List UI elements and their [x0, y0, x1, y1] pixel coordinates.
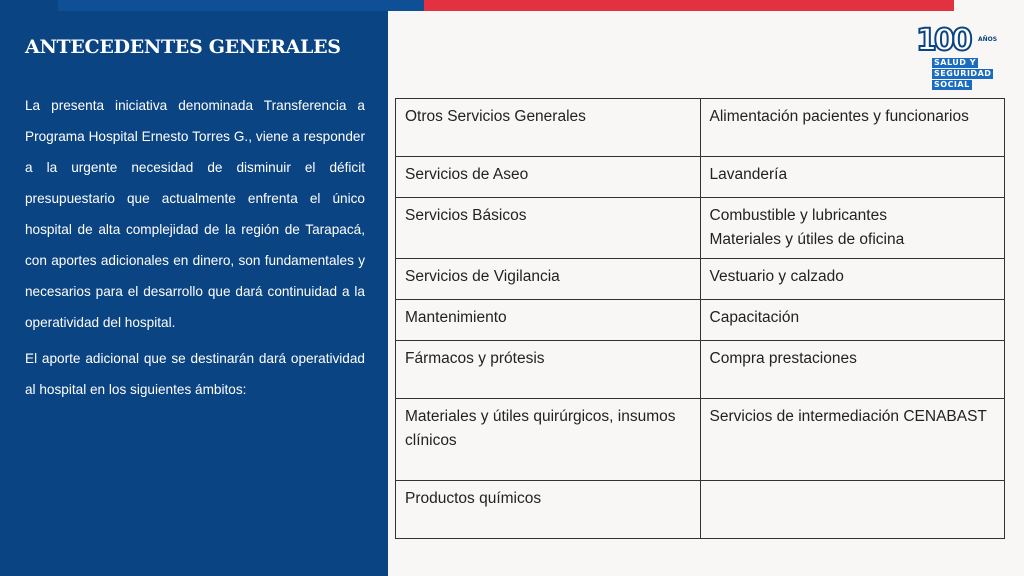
scope-paragraph: El aporte adicional que se destinarán dará operatividad al hospital en los siguientes ámbitos:	[25, 351, 365, 397]
page-title: ANTECEDENTES GENERALES	[25, 36, 341, 58]
table-row	[396, 399, 1005, 481]
table-cell: Capacitación	[700, 300, 1005, 341]
table-cell: Servicios de intermediación CENABAST	[700, 399, 1005, 481]
intro-text	[25, 90, 365, 405]
table-cell: Lavandería	[700, 157, 1005, 198]
logo-100-anos: 100 AÑOS SALUD Y SEGURIDAD SOCIAL	[916, 23, 998, 89]
table-cell: Materiales y útiles quirúrgicos, insumos clínicos	[396, 399, 701, 481]
services-table	[395, 98, 1005, 539]
table-row	[396, 99, 1005, 157]
table-row	[396, 157, 1005, 198]
table-cell: Otros Servicios Generales	[396, 99, 701, 157]
table-cell: Servicios de Vigilancia	[396, 259, 701, 300]
table-row	[396, 198, 1005, 259]
top-bar-red	[424, 0, 954, 11]
table-cell: Fármacos y prótesis	[396, 341, 701, 399]
table-cell: Combustible y lubricantes Materiales y útiles de oficina	[700, 198, 1005, 259]
table-cell: Productos químicos	[396, 481, 701, 539]
table-cell: Compra prestaciones	[700, 341, 1005, 399]
table-cell: Alimentación pacientes y funcionarios	[700, 99, 1005, 157]
intro-paragraph: La presenta iniciativa denominada Transferencia a Programa Hospital Ernesto Torres G., viene a responder a la urgente necesidad de disminuir el déficit presupuestario que actualmente enfrenta el único hospital de alta complejidad de la región de Tarapacá, con aportes adicionales en dinero, son fundamentales y necesarios para el desarrollo que dará continuidad a la operatividad del hospital.	[25, 98, 365, 330]
table-cell	[700, 481, 1005, 539]
table-row	[396, 300, 1005, 341]
table-row	[396, 259, 1005, 300]
top-bar-blue	[58, 0, 424, 11]
table-cell: Servicios Básicos	[396, 198, 701, 259]
table-cell: Mantenimiento	[396, 300, 701, 341]
table-row	[396, 341, 1005, 399]
table-cell: Vestuario y calzado	[700, 259, 1005, 300]
table-row	[396, 481, 1005, 539]
table-cell: Servicios de Aseo	[396, 157, 701, 198]
